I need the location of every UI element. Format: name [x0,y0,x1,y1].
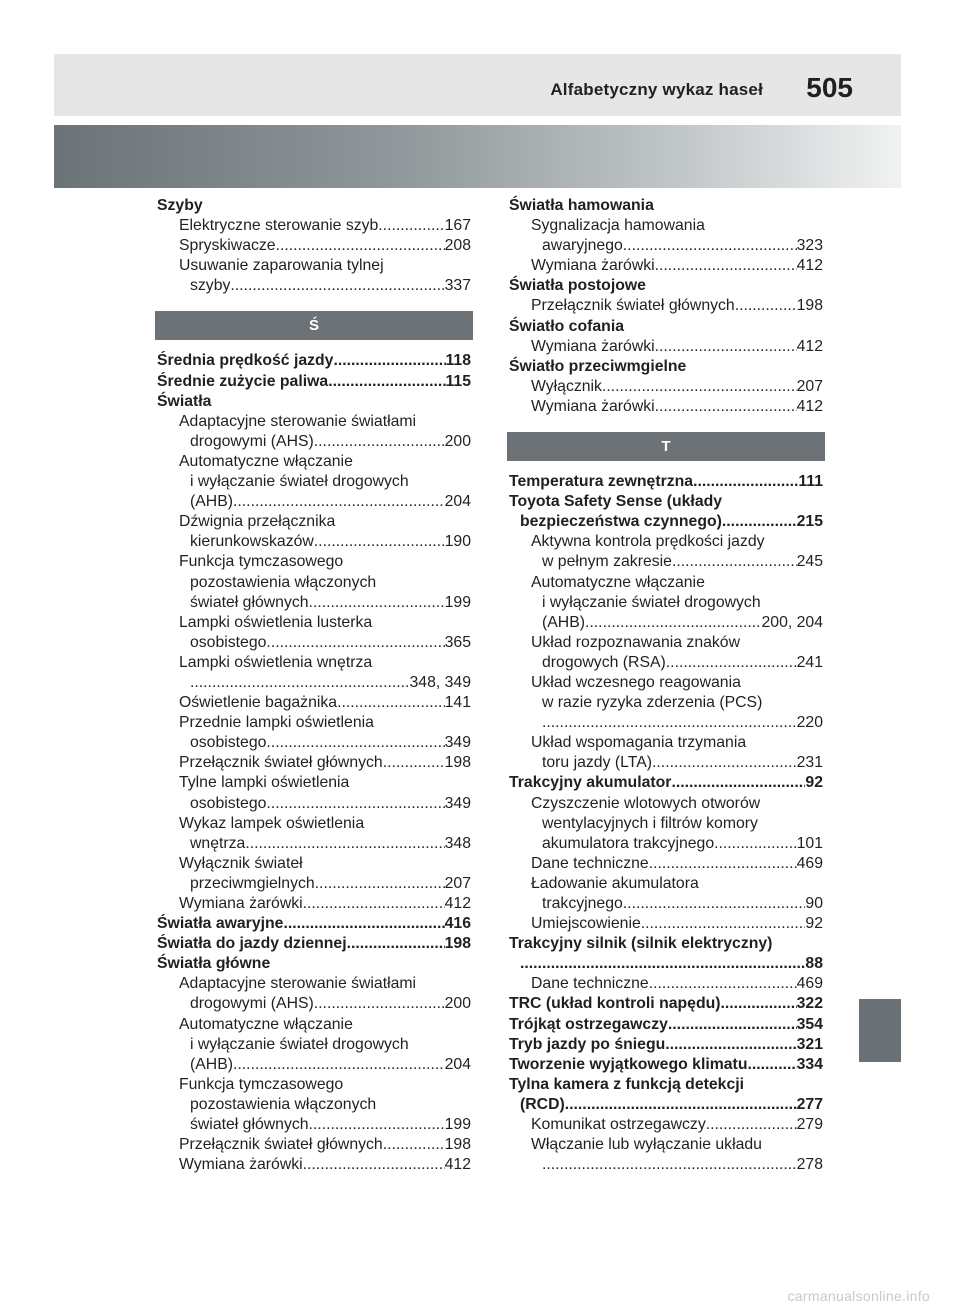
page-number: 505 [806,72,853,103]
index-column-right [509,196,823,1175]
index-column-left [157,196,471,1175]
index-entry: Przednie lampki oświetlenia [179,714,374,732]
index-entry: (RCD) ..... 277 [509,1095,823,1115]
index-heading: Światła główne [157,955,271,973]
watermark: carmanualsonline.info [787,1288,930,1304]
index-heading: Szyby [157,197,203,214]
index-entry: Tryb jazdy po śniegu ..... 321 [509,1035,823,1055]
index-entry: TRC (układ kontroli napędu) ..... 322 [509,994,823,1014]
header-title: Alfabetyczny wykaz haseł [550,80,763,99]
index-entry: Włączanie lub wyłączanie układu [531,1136,762,1154]
index-heading: Toyota Safety Sense (układy [509,493,723,511]
index-entry: Adaptacyjne sterowanie światłami [179,975,417,993]
chapter-tab [859,999,901,1062]
index-entry: akumulatora trakcyjnego ..... 101 [509,834,823,854]
index-entry: Automatyczne włączanie [179,1015,353,1033]
index-entry: ..... 88 [509,954,823,974]
index-entry: Układ wspomagania trzymania [531,734,747,752]
index-entry: i wyłączanie świateł drogowych [190,473,409,491]
index-entry: ..... 348, 349 [157,673,471,693]
index-entry: Aktywna kontrola prędkości jazdy [531,533,765,551]
index-entry: Temperatura zewnętrzna ..... 111 [509,472,823,492]
index-entry: Funkcja tymczasowego [179,553,344,571]
index-heading: Trakcyjny silnik (silnik elektryczny) [509,935,773,953]
index-entry: Dane techniczne ..... 469 [509,854,823,874]
index-entry: Umiejscowienie ..... 92 [509,914,823,934]
index-entry: Wymiana żarówki ..... 412 [157,894,471,914]
index-entry: Wymiana żarówki ..... 412 [509,397,823,417]
index-entry: szyby ..... 337 [157,276,471,296]
index-entry: Wyłącznik świateł [179,854,303,872]
index-entry: Lampki oświetlenia lusterka [179,613,373,631]
index-entry: kierunkowskazów ..... 190 [157,532,471,552]
index-entry: Przełącznik świateł głównych ..... 198 [509,296,823,316]
section-letter-bar: T [507,432,825,461]
index-entry: ..... 278 [509,1155,823,1175]
index-entry: Wymiana żarówki ..... 412 [509,256,823,276]
index-entry: Czyszczenie wlotowych otworów [531,794,761,812]
index-entry: osobistego ..... 349 [157,794,471,814]
index-entry: drogowymi (AHS) ..... 200 [157,994,471,1014]
index-entry: pozostawienia włączonych [190,1095,377,1113]
index-entry: Funkcja tymczasowego [179,1075,344,1093]
index-entry: (AHB) ..... 204 [157,492,471,512]
index-entry: ..... 220 [509,713,823,733]
index-heading: Światło przeciwmgielne [509,357,687,375]
index-entry: Dźwignia przełącznika [179,513,336,531]
index-entry: Trakcyjny akumulator ..... 92 [509,773,823,793]
index-entry: przeciwmgielnych ..... 207 [157,874,471,894]
index-entry: Adaptacyjne sterowanie światłami [179,412,417,430]
index-heading: Tylna kamera z funkcją detekcji [509,1075,745,1093]
index-entry: Wymiana żarówki ..... 412 [509,337,823,357]
index-entry: drogowymi (AHS) ..... 200 [157,432,471,452]
index-entry: toru jazdy (LTA) ..... 231 [509,753,823,773]
index-entry: i wyłączanie świateł drogowych [542,593,761,611]
index-entry: Trójkąt ostrzegawczy ..... 354 [509,1015,823,1035]
index-entry: (AHB) ..... 204 [157,1055,471,1075]
index-entry: osobistego ..... 349 [157,733,471,753]
index-entry: Tworzenie wyjątkowego klimatu ..... 334 [509,1055,823,1075]
index-entry: osobistego ..... 365 [157,633,471,653]
index-entry: Światła do jazdy dziennej ..... 198 [157,934,471,954]
index-entry: świateł głównych ..... 199 [157,1115,471,1135]
index-entry: Komunikat ostrzegawczy ..... 279 [509,1115,823,1135]
index-entry: Dane techniczne ..... 469 [509,974,823,994]
index-entry: Ładowanie akumulatora [531,874,699,892]
section-letter-bar: Ś [155,311,473,340]
index-entry: Wymiana żarówki ..... 412 [157,1155,471,1175]
index-entry: Średnie zużycie paliwa ..... 115 [157,372,471,392]
index-entry: wentylacyjnych i filtrów komory [542,814,758,832]
index-entry: Sygnalizacja hamowania [531,217,705,235]
index-entry: Wyłącznik ..... 207 [509,377,823,397]
index-entry: drogowych (RSA) ..... 241 [509,653,823,673]
index-entry: Układ wczesnego reagowania [531,673,741,691]
index-entry: i wyłączanie świateł drogowych [190,1035,409,1053]
index-entry: Światła awaryjne ..... 416 [157,914,471,934]
index-entry: w pełnym zakresie ..... 245 [509,552,823,572]
index-entry: wnętrza ..... 348 [157,834,471,854]
index-entry: Układ rozpoznawania znaków [531,633,740,651]
index-heading: Światła postojowe [509,277,646,295]
page-header [54,54,901,116]
index-entry: Oświetlenie bagażnika ..... 141 [157,693,471,713]
index-entry: awaryjnego ..... 323 [509,236,823,256]
index-entry: Wykaz lampek oświetlenia [179,814,365,832]
index-entry: Automatyczne włączanie [179,452,353,470]
index-heading: Światło cofania [509,317,624,335]
index-entry: pozostawienia włączonych [190,573,377,591]
index-entry: świateł głównych ..... 199 [157,593,471,613]
index-entry: Średnia prędkość jazdy ..... 118 [157,351,471,371]
index-entry: Lampki oświetlenia wnętrza [179,653,373,671]
index-entry: Spryskiwacze ..... 208 [157,236,471,256]
index-entry: Automatyczne włączanie [531,573,705,591]
index-entry: Elektryczne sterowanie szyb ..... 167 [157,216,471,236]
index-entry: Tylne lampki oświetlenia [179,774,350,792]
header-banner [54,125,901,188]
index-entry: w razie ryzyka zderzenia (PCS) [542,694,763,712]
index-entry: (AHB) ..... 200, 204 [509,613,823,633]
index-entry: Przełącznik świateł głównych ..... 198 [157,753,471,773]
index-heading: Światła hamowania [509,197,654,214]
index-entry: Usuwanie zaparowania tylnej [179,257,384,275]
index-entry: trakcyjnego ..... 90 [509,894,823,914]
index-entry: Przełącznik świateł głównych ..... 198 [157,1135,471,1155]
index-heading: Światła [157,392,212,410]
index-entry: bezpieczeństwa czynnego) ..... 215 [509,512,823,532]
